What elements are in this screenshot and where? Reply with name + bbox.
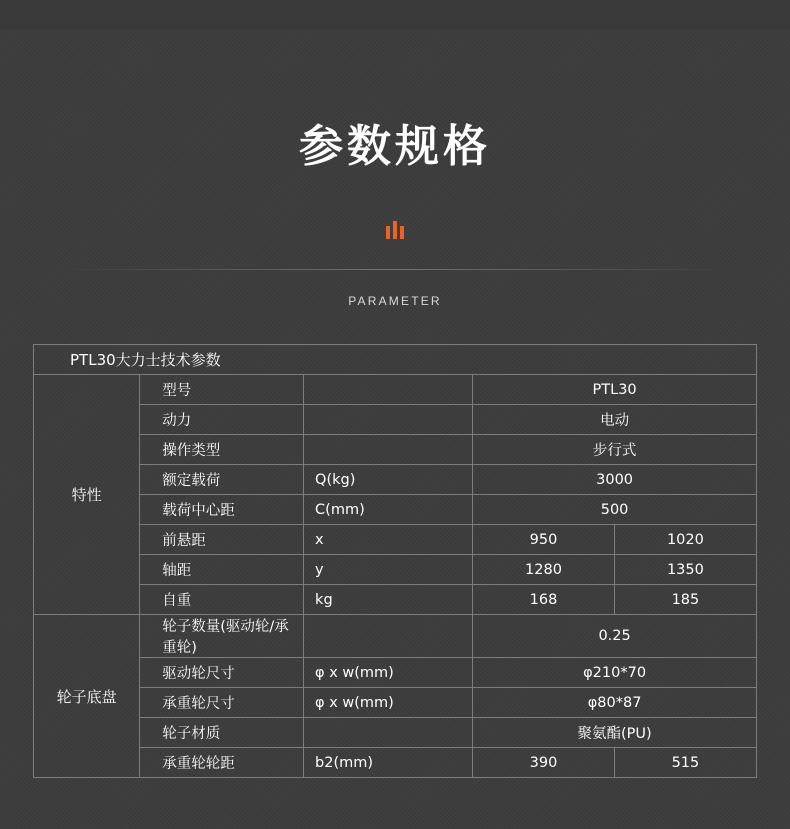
table-row bbox=[34, 658, 756, 688]
row-unit bbox=[304, 718, 473, 748]
row-value: 电动 bbox=[473, 405, 756, 435]
table-caption: PTL30大力士技术参数 bbox=[34, 345, 756, 375]
row-value: φ210*70 bbox=[473, 658, 756, 688]
row-value: 1280 bbox=[473, 555, 615, 585]
row-unit: x bbox=[304, 525, 473, 555]
table-row bbox=[34, 555, 756, 585]
section-category-label: 轮子底盘 bbox=[34, 615, 140, 778]
row-value: 0.25 bbox=[473, 615, 756, 658]
row-label: 型号 bbox=[140, 375, 304, 405]
row-value-alt: 1350 bbox=[614, 555, 756, 585]
row-label: 载荷中心距 bbox=[140, 495, 304, 525]
table-row bbox=[34, 748, 756, 778]
row-label: 前悬距 bbox=[140, 525, 304, 555]
row-value: φ80*87 bbox=[473, 688, 756, 718]
row-label: 轮子数量(驱动轮/承重轮) bbox=[140, 615, 304, 658]
row-unit: φ x w(mm) bbox=[304, 688, 473, 718]
table-row bbox=[34, 375, 756, 405]
row-unit bbox=[304, 435, 473, 465]
table-row bbox=[34, 615, 756, 658]
table-row bbox=[34, 525, 756, 555]
row-label: 轴距 bbox=[140, 555, 304, 585]
row-label: 自重 bbox=[140, 585, 304, 615]
spec-table bbox=[34, 345, 756, 778]
table-row bbox=[34, 465, 756, 495]
table-row bbox=[34, 718, 756, 748]
row-value: 390 bbox=[473, 748, 615, 778]
row-value: 步行式 bbox=[473, 435, 756, 465]
row-value-alt: 515 bbox=[614, 748, 756, 778]
accent-bars-icon bbox=[0, 221, 790, 239]
row-value: 聚氨酯(PU) bbox=[473, 718, 756, 748]
row-label: 轮子材质 bbox=[140, 718, 304, 748]
parameter-spec-page bbox=[0, 29, 790, 829]
row-label: 承重轮尺寸 bbox=[140, 688, 304, 718]
row-label: 承重轮轮距 bbox=[140, 748, 304, 778]
section-category-label: 特性 bbox=[34, 375, 140, 615]
table-row bbox=[34, 345, 756, 375]
row-label: 驱动轮尺寸 bbox=[140, 658, 304, 688]
row-value: 950 bbox=[473, 525, 615, 555]
row-value: 3000 bbox=[473, 465, 756, 495]
row-unit bbox=[304, 405, 473, 435]
table-row bbox=[34, 435, 756, 465]
row-unit: b2(mm) bbox=[304, 748, 473, 778]
row-label: 额定载荷 bbox=[140, 465, 304, 495]
row-value-alt: 185 bbox=[614, 585, 756, 615]
table-row bbox=[34, 688, 756, 718]
row-value: 500 bbox=[473, 495, 756, 525]
row-unit: C(mm) bbox=[304, 495, 473, 525]
row-unit bbox=[304, 375, 473, 405]
row-value: PTL30 bbox=[473, 375, 756, 405]
divider bbox=[75, 269, 715, 270]
table-row bbox=[34, 495, 756, 525]
row-label: 操作类型 bbox=[140, 435, 304, 465]
row-unit bbox=[304, 615, 473, 658]
row-unit: y bbox=[304, 555, 473, 585]
table-row bbox=[34, 585, 756, 615]
spec-table-wrapper bbox=[33, 344, 757, 778]
row-unit: Q(kg) bbox=[304, 465, 473, 495]
row-value: 168 bbox=[473, 585, 615, 615]
row-unit: φ x w(mm) bbox=[304, 658, 473, 688]
page-title: 参数规格 bbox=[299, 121, 491, 173]
row-label: 动力 bbox=[140, 405, 304, 435]
page-subtitle: PARAMETER bbox=[348, 294, 442, 309]
table-row bbox=[34, 405, 756, 435]
row-value-alt: 1020 bbox=[614, 525, 756, 555]
row-unit: kg bbox=[304, 585, 473, 615]
